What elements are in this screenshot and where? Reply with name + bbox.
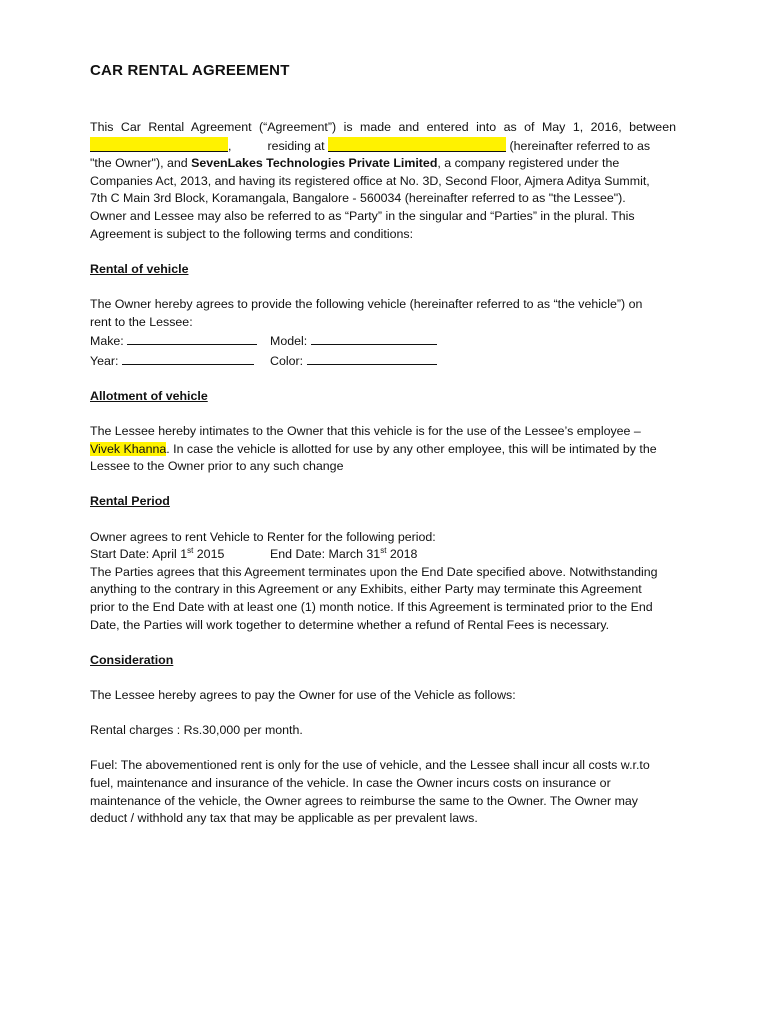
residing-at-label: residing at (267, 138, 325, 153)
document-body (90, 119, 676, 828)
intro-line-3: "the Owner"), and SevenLakes Technologies Private Limited, a company registered under the (90, 156, 620, 171)
intro-line-5: 7th C Main 3rd Block, Koramangala, Bangalore - 560034 (hereinafter referred to as "the Lessee"). (90, 191, 626, 206)
rental-line-2: rent to the Lessee: (90, 314, 193, 329)
end-date: End Date: March 31st 2018 (270, 546, 418, 562)
make-label: Make: (90, 334, 124, 349)
year-color-row (90, 351, 676, 371)
lessee-name: SevenLakes Technologies Private Limited (191, 156, 438, 171)
model-field[interactable] (311, 331, 437, 345)
period-line-1: Owner agrees to rent Vehicle to Renter for the following period: (90, 529, 436, 544)
period-para-line-3: prior to the End Date with at least one (1) month notice. If this Agreement is terminated prior to the End (90, 600, 653, 615)
allotment-line-2: Vivek Khanna. In case the vehicle is allotted for use by any other employee, this will be intimated by the (90, 441, 657, 456)
date-row (90, 546, 676, 564)
rental-line-1: The Owner hereby agrees to provide the following vehicle (hereinafter referred to as “the vehicle”) on (90, 296, 643, 311)
color-field[interactable] (307, 351, 437, 365)
make-model-row (90, 331, 676, 351)
intro-line-1: This Car Rental Agreement (“Agreement”) is made and entered into as of May 1, 2016, between (90, 120, 676, 134)
fuel-line-1: Fuel: The abovementioned rent is only for the use of vehicle, and the Lessee shall incur all costs w.r.to (90, 758, 650, 773)
intro-line-4: Companies Act, 2013, and having its registered office at No. 3D, Second Floor, Ajmera Aditya Summit, (90, 173, 650, 188)
period-para-line-2: anything to the contrary in this Agreement or any Exhibits, either Party may terminate this Agreement (90, 582, 642, 597)
owner-address-blank[interactable] (328, 137, 506, 152)
allotment-line-1: The Lessee hereby intimates to the Owner that this vehicle is for the use of the Lessee’s employee – (90, 424, 641, 439)
heading-rental-period: Rental Period (90, 494, 170, 509)
heading-consideration: Consideration (90, 652, 174, 667)
document-title: CAR RENTAL AGREEMENT (90, 62, 290, 79)
intro-line-2: , residing at (hereinafter referred to as (90, 137, 676, 156)
make-field[interactable] (127, 331, 257, 345)
period-para-line-4: Date, the Parties will work together to determine whether a refund of Rental Fees is necessary. (90, 617, 610, 632)
employee-name: Vivek Khanna (90, 441, 167, 456)
year-field[interactable] (122, 351, 254, 365)
fuel-line-2: fuel, maintenance and insurance of the vehicle. In case the Owner incurs costs on insurance or (90, 775, 611, 790)
heading-rental-of-vehicle: Rental of vehicle (90, 261, 189, 276)
allotment-line-3: Lessee to the Owner prior to any such change (90, 459, 344, 474)
consideration-line-1: The Lessee hereby agrees to pay the Owner for use of the Vehicle as follows: (90, 688, 516, 702)
fuel-line-3: maintenance of the vehicle, the Owner agrees to reimburse the same to the Owner. The Owner may (90, 793, 638, 808)
rental-charges: Rental charges : Rs.30,000 per month. (90, 723, 303, 738)
fuel-line-4: deduct / withhold any tax that may be applicable as per prevalent laws. (90, 811, 478, 826)
period-para-line-1: The Parties agrees that this Agreement terminates upon the End Date specified above. Notwithstanding (90, 564, 658, 579)
owner-name-blank[interactable] (90, 137, 228, 152)
year-label: Year: (90, 353, 119, 368)
intro-line-6: Owner and Lessee may also be referred to as “Party” in the singular and “Parties” in the plural. This (90, 208, 635, 223)
model-label: Model: (270, 334, 308, 349)
heading-allotment-of-vehicle: Allotment of vehicle (90, 388, 208, 403)
start-date: Start Date: April 1st 2015 (90, 546, 225, 562)
intro-line-7: Agreement is subject to the following terms and conditions: (90, 226, 414, 241)
color-label: Color: (270, 353, 304, 368)
